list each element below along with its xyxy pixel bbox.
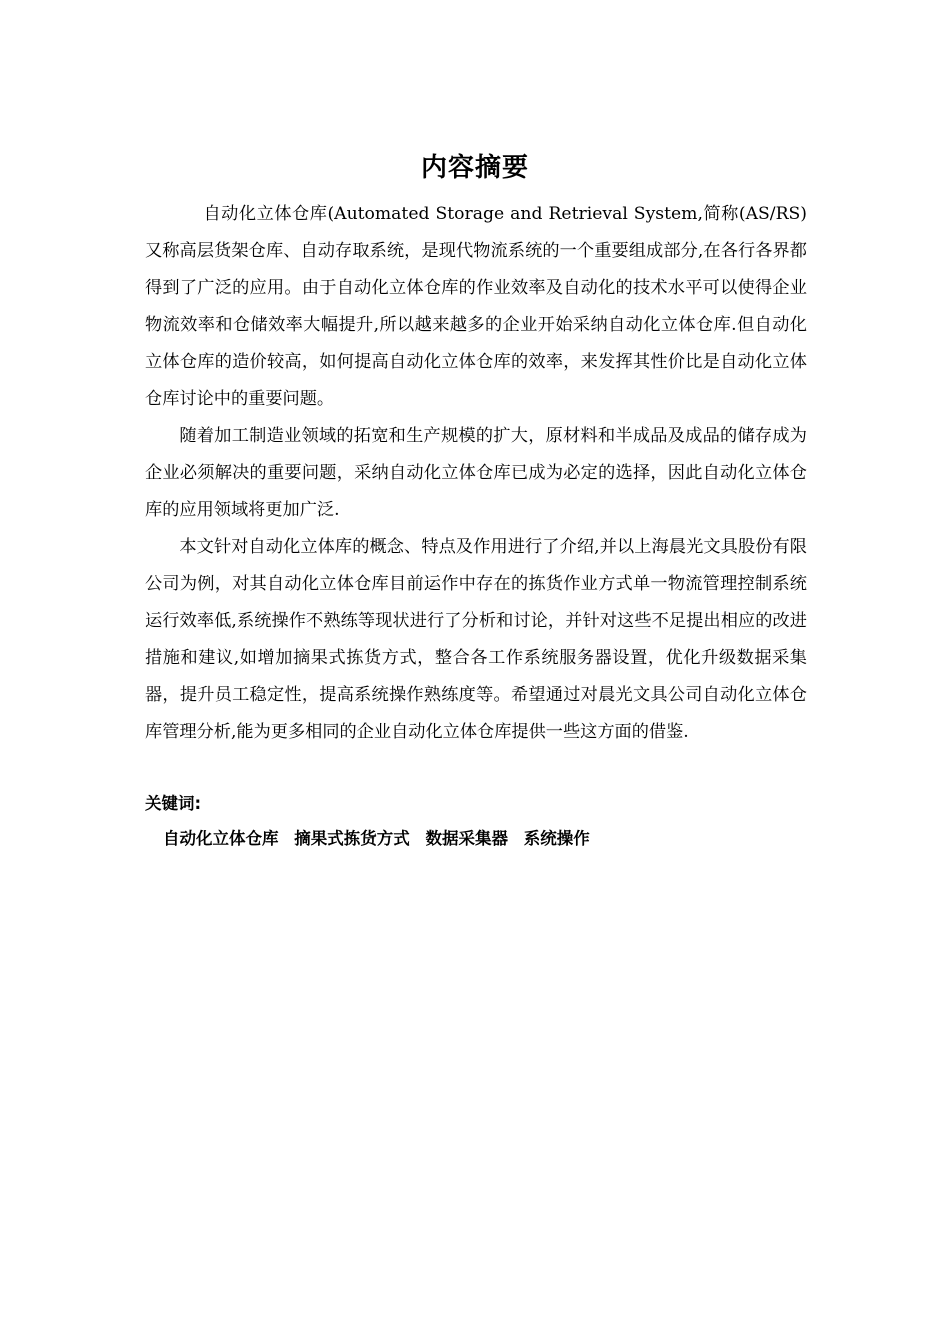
abstract-paragraph-3: 本文针对自动化立体库的概念、特点及作用进行了介绍,并以上海晨光文具股份有限公司为例，对其自动化立体仓库目前运作中存在的拣货作业方式单一物流管理控制系统运行效率低,系统操作不熟练等现状进行了分析和讨论，并针对这些不足提出相应的改进措施和建议,如增加摘果式拣货方式，整合各工作系统服务器设置，优化升级数据采集器，提升员工稳定性，提高系统操作熟练度等。希望通过对晨光文具公司自动化立体仓库管理分析,能为更多相同的企业自动化立体仓库提供一些这方面的借鉴. (145, 537, 807, 742)
keyword-item: 数据采集器 (425, 829, 508, 848)
abstract-body (145, 196, 807, 751)
abstract-paragraph-1: 自动化立体仓库(Automated Storage and Retrieval System,简称(AS/RS)又称高层货架仓库、自动存取系统，是现代物流系统的一个重要组成部分,在各行各界都得到了广泛的应用。由于自动化立体仓库的作业效率及自动化的技术水平可以使得企业物流效率和仓储效率大幅提升,所以越来越多的企业开始采纳自动化立体仓库.但自动化立体仓库的造价较高，如何提高自动化立体仓库的效率，来发挥其性价比是自动化立体仓库讨论中的重要问题。 (145, 204, 807, 409)
abstract-paragraph-2: 随着加工制造业领域的拓宽和生产规模的扩大，原材料和半成品及成品的储存成为企业必须解决的重要问题，采纳自动化立体仓库已成为必定的选择，因此自动化立体仓库的应用领域将更加广泛. (145, 426, 807, 520)
keyword-item: 系统操作 (523, 829, 590, 848)
keyword-item: 自动化立体仓库 (163, 829, 279, 848)
document-title: 内容摘要 (420, 153, 529, 183)
keywords-heading: 关键词: (145, 794, 202, 813)
keyword-item: 摘果式拣货方式 (294, 829, 410, 848)
keywords-list (163, 824, 600, 854)
